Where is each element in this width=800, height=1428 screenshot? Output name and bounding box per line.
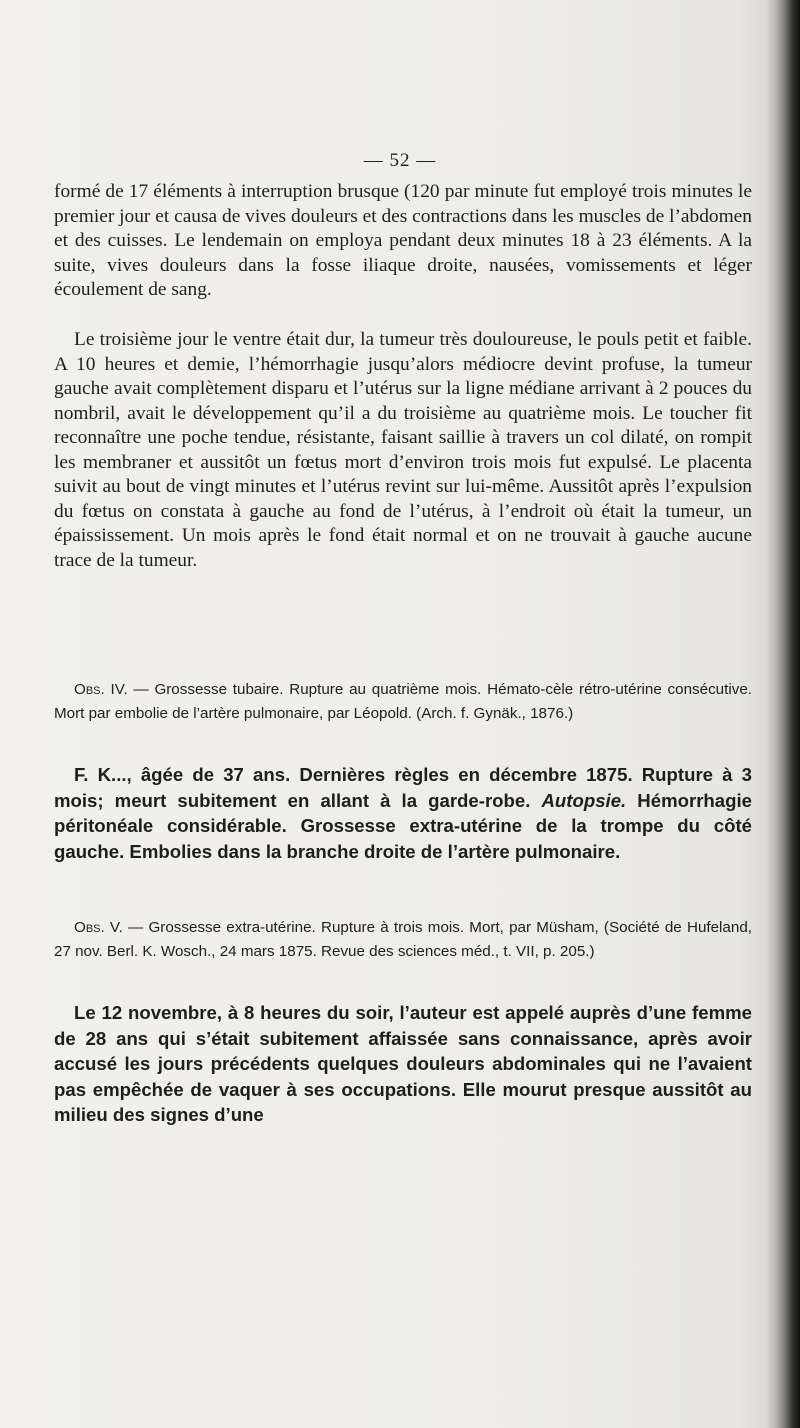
page-number: — 52 —: [363, 150, 437, 171]
paragraph-continuation: formé de 17 éléments à interruption brusque (120 par minute fut employé trois minutes le premier jour et causa de vives douleurs et des contractions dans les muscles de l’abdomen et des cuisses. Le lendemain on employa pendant deux minutes 18 à 23 éléments. A la suite, vives douleurs dans la fosse iliaque droite, nausées, vomissements et léger écoulement de sang.: [54, 181, 752, 300]
observation-iv-heading: [54, 678, 752, 726]
paragraph-third-day: Le troisième jour le ventre était dur, la tumeur très douloureuse, le pouls petit et faible. A 10 heures et demie, l’hémorrhagie jusqu’alors médiocre devint profuse, la tumeur gauche avait complètement disparu et l’utérus sur la ligne médiane arrivant à 2 pouces du nombril, avait le développement qu’il a du troisième au quatrième mois. Le toucher fit reconnaître une poche tendue, résistante, faisant saillie à travers un col dilaté, on rompit les membraner et aussitôt un fœtus mort d’environ trois mois fut expulsé. Le placenta suivit au bout de vingt minutes et l’utérus revint sur lui-même. Aussitôt après l’expulsion du fœtus on constata à gauche au fond de l’utérus, à l’endroit où était la tumeur, un épaississement. Un mois après le fond était normal et on ne trouvait à gauche aucune trace de la tumeur.: [54, 329, 752, 571]
case-iv-intro: F. K..., âgée de 37 ans. Dernières règles en décembre 1875. Rupture à 3 mois; meurt subitement en allant à la garde-robe.: [54, 764, 752, 811]
book-binding-edge: [766, 0, 800, 1428]
observation-v-heading: [54, 916, 752, 964]
observation-iv-text: — Grossesse tubaire. Rupture au quatrième mois. Hémato-cèle rétro-utérine consécutive. Mort par embolie de l’artère pulmonaire, par Léopold. (Arch. f. Gynäk., 1876.): [54, 681, 752, 722]
observation-v-text: — Grossesse extra-utérine. Rupture à trois mois. Mort, par Müsham, (Société de Hufeland, 27 nov. Berl. K. Wosch., 24 mars 1875. Revue des sciences méd., t. VII, p. 205.): [54, 919, 752, 960]
case-iv-paragraph: [54, 762, 752, 864]
observation-iv-label: Obs. IV.: [74, 681, 128, 698]
observation-v-label: Obs. V.: [74, 919, 123, 936]
case-v-paragraph: Le 12 novembre, à 8 heures du soir, l’auteur est appelé auprès d’une femme de 28 ans qui s’était subitement affaissée sans connaissance, après avoir accusé les jours précédents quelques douleurs abdominales qui ne l’avaient pas empêchée de vaquer à ses occupations. Elle mourut presque aussitôt au milieu des signes d’une: [54, 1002, 752, 1125]
autopsy-text: Hémorrhagie péritonéale considérable. Grossesse extra-utérine de la trompe du côté gauche. Embolies dans la branche droite de l’artère pulmonaire.: [54, 789, 752, 862]
autopsy-label: Autopsie.: [541, 789, 627, 811]
